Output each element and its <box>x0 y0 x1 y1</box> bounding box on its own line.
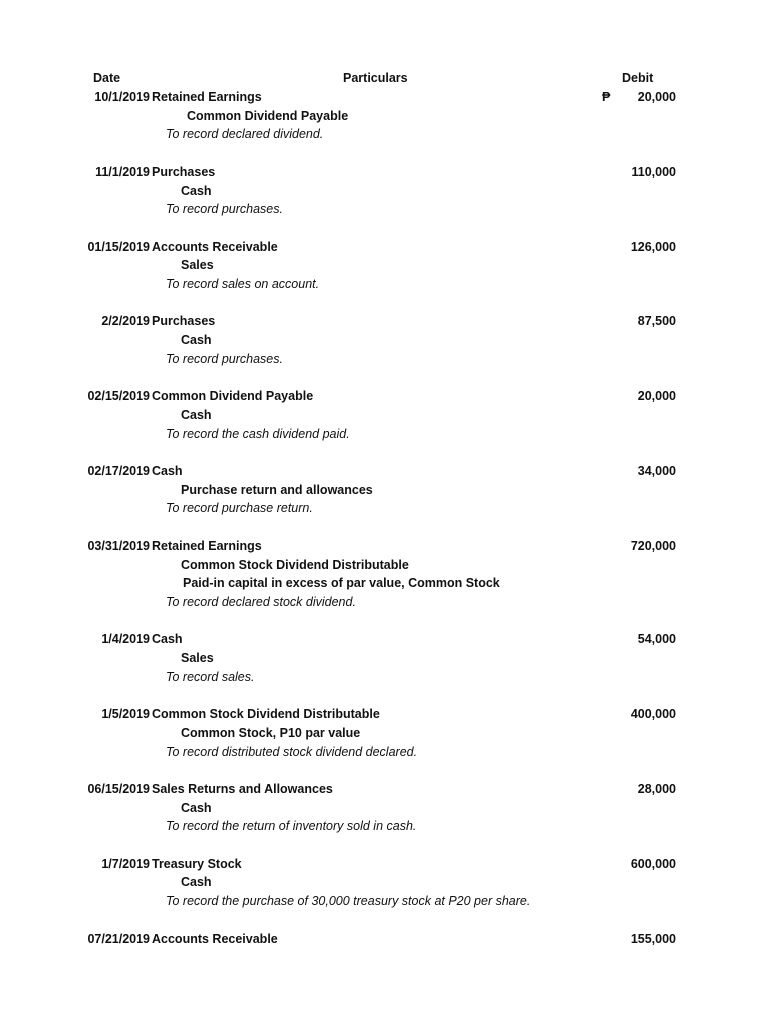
debit-amount: 400,000 <box>630 707 676 722</box>
credit-account: Cash <box>181 407 212 422</box>
entry-date: 02/15/2019 <box>87 389 150 404</box>
credit-account: Common Stock Dividend Distributable <box>181 557 409 572</box>
particulars-column-header: Particulars <box>343 71 408 85</box>
credit-account: Common Stock, P10 par value <box>181 725 361 740</box>
debit-amount: 155,000 <box>630 931 676 946</box>
credit-account: Cash <box>181 183 212 198</box>
entry-date: 03/31/2019 <box>87 538 150 553</box>
debit-amount: 110,000 <box>631 164 676 179</box>
entry-explanation: To record declared stock dividend. <box>166 594 356 609</box>
entry-date: 01/15/2019 <box>87 239 150 254</box>
credit-account: Paid-in capital in excess of par value, Common Stock <box>183 576 500 591</box>
entry-explanation: To record sales on account. <box>166 277 320 291</box>
entry-explanation: To record the purchase of 30,000 treasury stock at P20 per share. <box>166 894 531 909</box>
entry-date: 2/2/2019 <box>101 314 150 329</box>
debit-account: Treasury Stock <box>152 856 242 871</box>
debit-amount: 87,500 <box>637 314 676 329</box>
credit-account: Cash <box>181 333 212 348</box>
debit-amount: 28,000 <box>637 781 676 796</box>
credit-account: Sales <box>181 651 214 665</box>
entry-date: 1/7/2019 <box>101 856 150 871</box>
debit-amount: 20,000 <box>637 389 676 404</box>
entry-explanation: To record declared dividend. <box>166 127 324 142</box>
debit-account: Sales Returns and Allowances <box>152 781 333 796</box>
debit-column-header: Debit <box>622 71 654 85</box>
peso-sign: ₱ <box>602 90 611 104</box>
debit-amount: 720,000 <box>630 538 676 553</box>
entry-explanation: To record purchases. <box>166 351 283 366</box>
entry-date: 07/21/2019 <box>87 931 150 946</box>
entry-date: 1/5/2019 <box>101 707 150 722</box>
entry-explanation: To record purchases. <box>166 202 283 217</box>
debit-account: Accounts Receivable <box>152 239 278 254</box>
debit-account: Common Stock Dividend Distributable <box>152 707 380 722</box>
debit-account: Common Dividend Payable <box>152 389 314 404</box>
debit-amount: 54,000 <box>637 632 676 647</box>
debit-amount: 126,000 <box>630 239 676 254</box>
debit-amount: 20,000 <box>637 90 676 104</box>
credit-account: Purchase return and allowances <box>181 482 373 497</box>
credit-account: Cash <box>181 800 212 815</box>
entry-date: 1/4/2019 <box>101 632 150 647</box>
debit-account: Purchases <box>152 314 216 329</box>
entry-explanation: To record the cash dividend paid. <box>166 426 350 441</box>
entry-explanation: To record sales. <box>166 669 255 684</box>
entry-date: 10/1/2019 <box>94 90 150 104</box>
credit-account: Sales <box>181 258 214 273</box>
date-column-header: Date <box>93 71 121 85</box>
credit-account: Common Dividend Payable <box>187 108 349 123</box>
debit-amount: 600,000 <box>630 856 676 871</box>
debit-account: Retained Earnings <box>152 90 262 104</box>
entry-date: 02/17/2019 <box>87 464 150 478</box>
debit-account: Cash <box>152 632 183 647</box>
entry-explanation: To record the return of inventory sold in cash. <box>166 819 417 834</box>
entry-explanation: To record purchase return. <box>166 501 313 516</box>
debit-account: Purchases <box>152 164 216 179</box>
entry-date: 11/1/2019 <box>95 164 150 179</box>
credit-account: Cash <box>181 875 212 890</box>
debit-account: Retained Earnings <box>152 538 262 553</box>
debit-account: Cash <box>152 464 183 478</box>
debit-account: Accounts Receivable <box>152 931 278 946</box>
entry-explanation: To record distributed stock dividend declared. <box>166 744 418 759</box>
debit-amount: 34,000 <box>637 464 676 478</box>
entry-date: 06/15/2019 <box>87 781 150 796</box>
